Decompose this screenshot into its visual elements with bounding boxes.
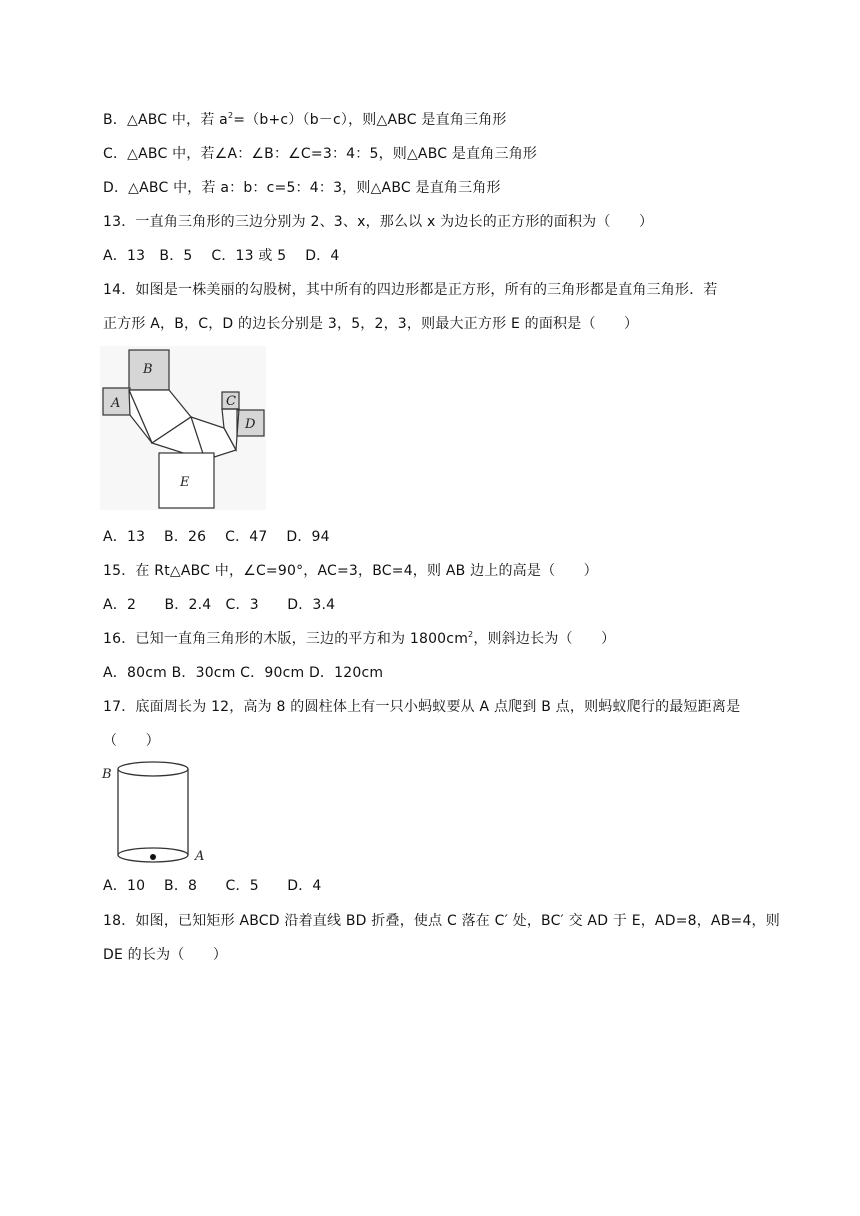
pythagoras-tree-figure xyxy=(100,346,270,512)
question-16-options: A．80cm B．30cm C．90cm D．120cm xyxy=(103,665,384,681)
question-16: 16．已知一直角三角形的木版，三边的平方和为 $1800cm^2$，则斜边长为（ ） xyxy=(103,630,616,647)
option-c-line: C．△ABC 中，若∠A：∠B：∠C=3：4：5，则△ABC 是直角三角形 xyxy=(103,146,538,162)
label-a: A xyxy=(111,396,121,411)
question-14-line-1: 14．如图是一株美丽的勾股树，其中所有的四边形都是正方形，所有的三角形都是直角三角形．若 xyxy=(103,282,718,298)
question-17-options: A．10 B．8 C．5 D．4 xyxy=(103,878,322,894)
option-b-line: B．△ABC 中，若 $a^2=(b+c)(b-c)$，则△ABC 是直角三角形 xyxy=(103,111,507,128)
question-13: 13．一直角三角形的三边分别为 2、3、x，那么以 x 为边长的正方形的面积为（ ） xyxy=(103,214,654,230)
option-d-line: D．△ABC 中，若 a：b：c=5：4：3，则△ABC 是直角三角形 xyxy=(103,180,501,196)
question-18-line-1: 18．如图，已知矩形 ABCD 沿着直线 BD 折叠，使点 C 落在 C′ 处，BC′ 交 AD 于 E，AD=8，AB=4，则 xyxy=(103,913,780,929)
label-b: B xyxy=(143,362,153,377)
question-14-options: A．13 B．26 C．47 D．94 xyxy=(103,529,330,545)
question-14-line-2: 正方形 A，B，C，D 的边长分别是 3，5，2，3，则最大正方形 E 的面积是（ ） xyxy=(103,316,639,332)
cylinder-top xyxy=(118,762,188,776)
question-17-line-1: 17．底面周长为 12，高为 8 的圆柱体上有一只小蚂蚁要从 A 点爬到 B 点，则蚂蚁爬行的最短距离是 xyxy=(103,699,741,715)
question-17-line-2: （ ） xyxy=(103,733,160,749)
point-a-dot xyxy=(150,854,156,860)
question-13-options: A．13 B．5 C．13 或 5 D．4 xyxy=(103,248,340,264)
label-a: A xyxy=(195,849,205,864)
label-b: B xyxy=(102,767,112,782)
cylinder-figure xyxy=(100,760,212,868)
label-e: E xyxy=(180,475,190,490)
question-15-options: A．2 B．2.4 C．3 D．3.4 xyxy=(103,597,336,613)
label-c: C xyxy=(226,394,236,409)
question-18-line-2: DE 的长为（ ） xyxy=(103,947,228,963)
label-d: D xyxy=(245,417,256,432)
question-15: 15．在 Rt△ABC 中，∠C=90°，AC=3，BC=4，则 AB 边上的高是（ ） xyxy=(103,563,598,579)
